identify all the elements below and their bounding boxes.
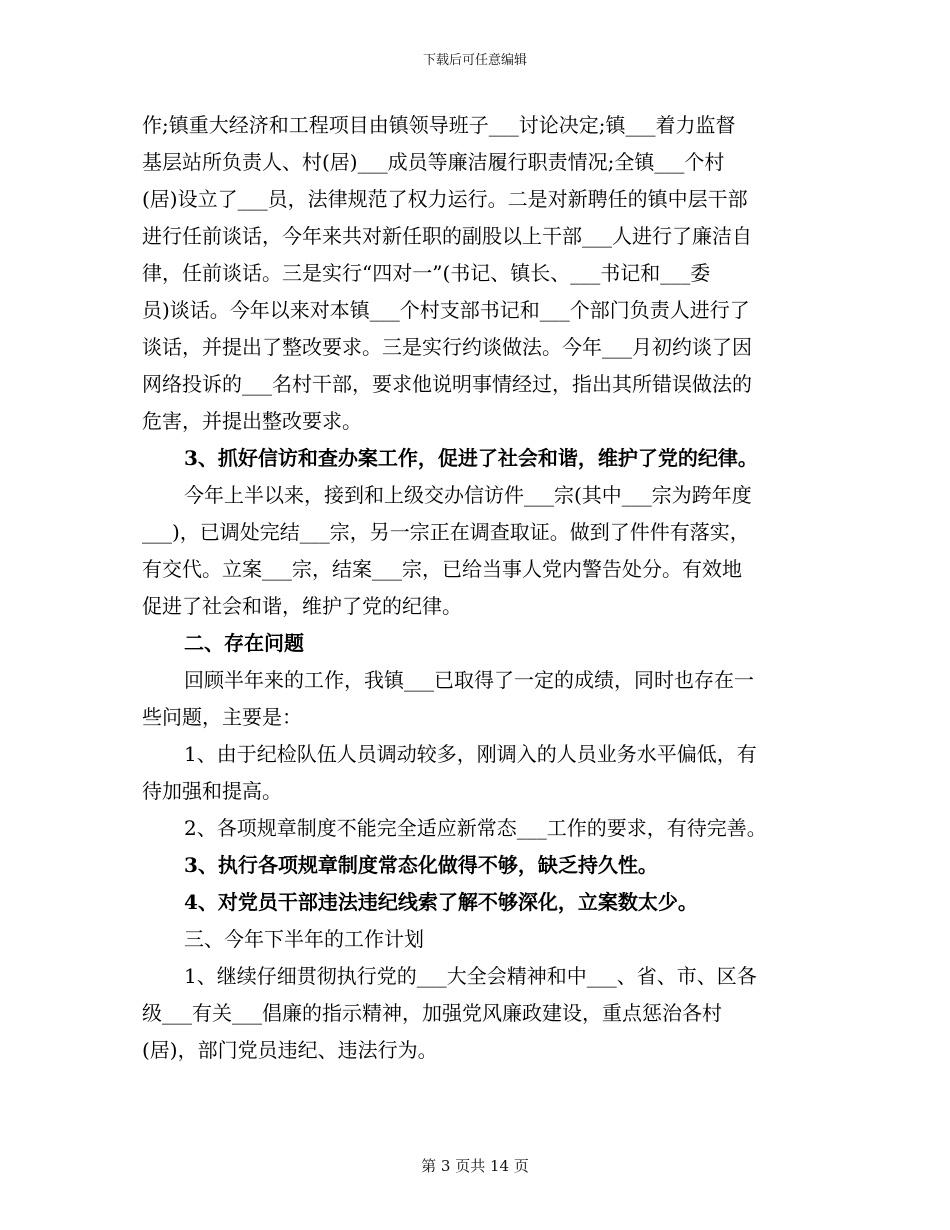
paragraph-line: 待加强和提高。 [142,779,282,803]
paragraph-line: 网络投诉的___名村干部，要求他说明事情经过，指出其所错误做法的 [142,372,752,396]
paragraph-line: 进行任前谈话，今年来共对新任职的副股以上干部___人进行了廉洁自 [142,224,752,248]
paragraph-line: ___)，已调处完结___宗，另一宗正在调查取证。做到了件件有落实， [142,520,750,544]
paragraph-line: 有交代。立案___宗，结案___宗，已给当事人党内警告处分。有效地 [142,557,742,581]
paragraph-line: (居)设立了___员，法律规范了权力运行。二是对新聘任的镇中层干部 [142,187,748,211]
paragraph-line: 级___有关___倡廉的指示精神，加强党风廉政建设，重点惩治各村 [142,1001,722,1025]
document-body [142,107,812,1069]
paragraph-line: 谈话，并提出了整改要求。三是实行约谈做法。今年___月初约谈了因 [142,335,752,359]
paragraph-line: 些问题，主要是： [142,705,302,729]
paragraph-line: 基层站所负责人、村(居)___成员等廉洁履行职责情况;全镇___个村 [142,150,725,174]
page-header: 下载后可任意编辑 [422,53,527,68]
paragraph-line: 促进了社会和谐，维护了党的纪律。 [142,594,462,618]
paragraph-line: 律，任前谈话。三是实行“四对一”(书记、镇长、___书记和___委 [142,261,711,285]
paragraph-line: 危害，并提出整改要求。 [142,409,362,433]
section-heading: 三、今年下半年的工作计划 [184,927,424,951]
paragraph-line: 作;镇重大经济和工程项目由镇领导班子___讨论决定;镇___着力监督 [142,113,736,137]
section-heading: 二、存在问题 [184,631,304,655]
list-item: 2、各项规章制度不能完全适应新常态___工作的要求，有待完善。 [184,816,767,840]
list-item: 1、继续仔细贯彻执行党的___大全会精神和中___、省、市、区各 [184,964,757,988]
paragraph-line: 回顾半年来的工作，我镇___已取得了一定的成绩，同时也存在一 [184,668,754,692]
list-item: 4、对党员干部违法违纪线索了解不够深化，立案数太少。 [184,890,698,914]
page-footer: 第 3 页共 14 页 [421,1157,529,1175]
paragraph-line: (居)，部门党员违纪、违法行为。 [142,1038,438,1062]
list-item: 1、由于纪检队伍人员调动较多，刚调入的人员业务水平偏低，有 [184,742,757,766]
paragraph-line: 员)谈话。今年以来对本镇___个村支部书记和___个部门负责人进行了 [142,298,750,322]
paragraph-line: 今年上半以来，接到和上级交办信访件___宗(其中___宗为跨年度 [184,483,752,507]
list-item: 3、执行各项规章制度常态化做得不够，缺乏持久性。 [184,853,658,877]
section-heading: 3、抓好信访和查办案工作，促进了社会和谐，维护了党的纪律。 [184,446,758,470]
